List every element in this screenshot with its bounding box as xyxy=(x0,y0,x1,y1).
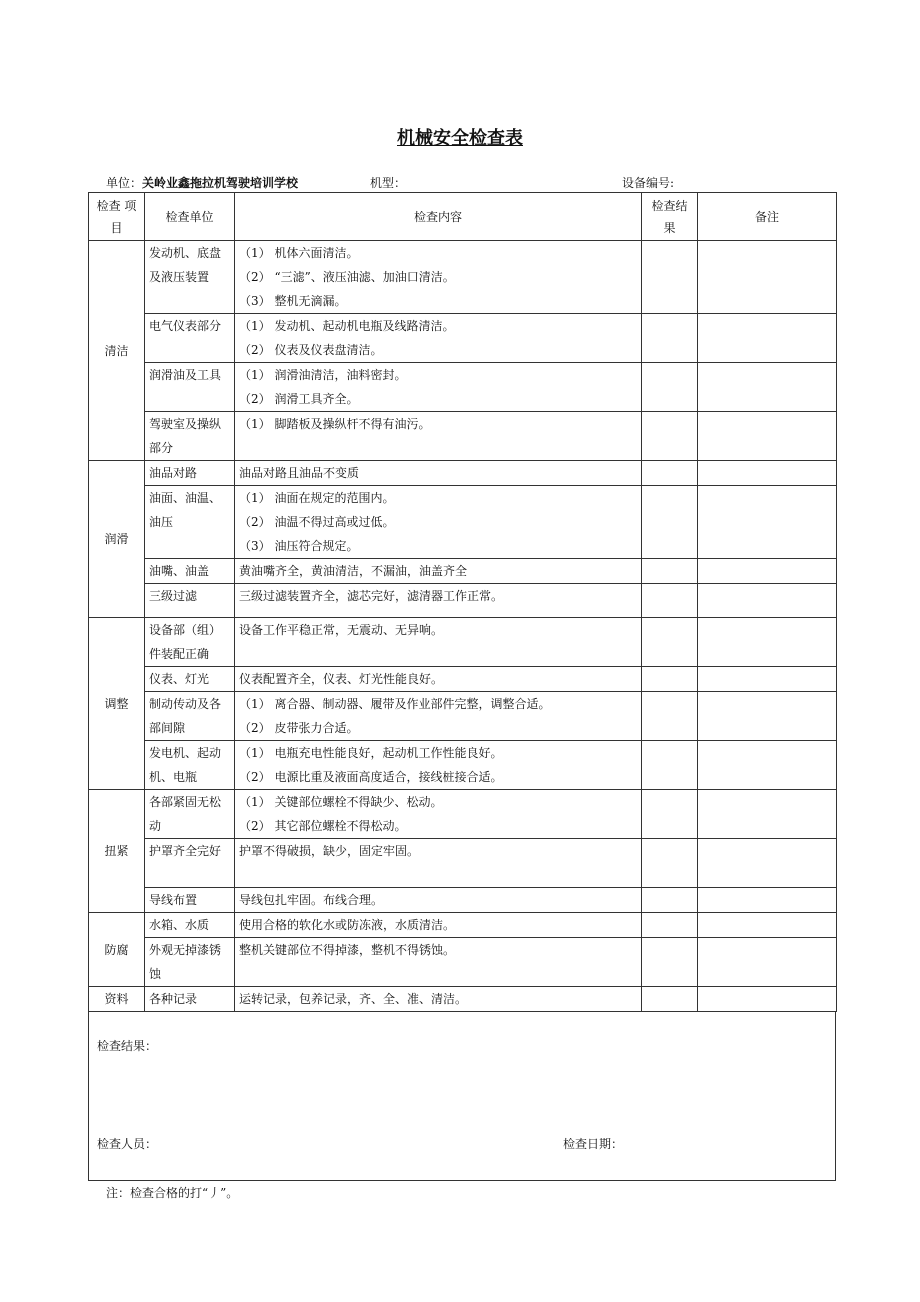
content-line: （3） 油压符合规定。 xyxy=(239,539,359,553)
content-cell xyxy=(235,486,642,559)
content-line: 使用合格的软化水或防冻液，水质清洁。 xyxy=(239,918,456,932)
form-title: 机械安全检查表 xyxy=(397,128,523,149)
category-cell: 润滑 xyxy=(89,461,145,618)
content-line: （1） 脚踏板及操纵杆不得有油污。 xyxy=(239,417,431,431)
header-unit: 检查单位 xyxy=(145,193,235,241)
content-line: （2） 油温不得过高或过低。 xyxy=(239,515,395,529)
result-cell[interactable] xyxy=(642,888,698,913)
date-label: 检查日期： xyxy=(563,1137,624,1151)
content-cell xyxy=(235,888,642,913)
unit-cell: 油嘴、油盖 xyxy=(145,559,235,584)
category-cell: 清洁 xyxy=(89,241,145,461)
content-cell xyxy=(235,913,642,938)
remark-cell[interactable] xyxy=(698,559,837,584)
table-row xyxy=(89,667,837,692)
table-row xyxy=(89,692,837,741)
unit-cell: 发电机、起动机、电瓶 xyxy=(145,741,235,790)
header-remark: 备注 xyxy=(698,193,837,241)
content-line: （1） 油面在规定的范围内。 xyxy=(239,491,395,505)
table-row xyxy=(89,584,837,618)
content-cell xyxy=(235,741,642,790)
table-row xyxy=(89,888,837,913)
remark-cell[interactable] xyxy=(698,667,837,692)
category-cell: 资料 xyxy=(89,987,145,1012)
content-line: （2） 润滑工具齐全。 xyxy=(239,392,359,406)
content-line: 三级过滤装置齐全，滤芯完好，滤清器工作正常。 xyxy=(239,589,504,603)
inspection-table xyxy=(88,192,837,1012)
unit-cell: 油品对路 xyxy=(145,461,235,486)
unit-cell: 发动机、底盘及液压装置 xyxy=(145,241,235,314)
unit-cell: 导线布置 xyxy=(145,888,235,913)
header-content: 检查内容 xyxy=(235,193,642,241)
inspector-label: 检查人员： xyxy=(97,1137,158,1151)
content-cell xyxy=(235,692,642,741)
result-cell[interactable] xyxy=(642,839,698,888)
content-line: 仪表配置齐全，仪表、灯光性能良好。 xyxy=(239,672,444,686)
content-line: （1） 机体六面清洁。 xyxy=(239,246,359,260)
category-cell: 调整 xyxy=(89,618,145,790)
unit-cell: 油面、油温、油压 xyxy=(145,486,235,559)
content-line: （2） “三滤”、液压油滤、加油口清洁。 xyxy=(239,270,455,284)
content-line: （1） 关键部位螺栓不得缺少、松动。 xyxy=(239,795,443,809)
unit-cell: 设备部（组）件装配正确 xyxy=(145,618,235,667)
table-row xyxy=(89,987,837,1012)
table-row xyxy=(89,938,837,987)
table-row xyxy=(89,412,837,461)
content-line: 导线包扎牢固。布线合理。 xyxy=(239,893,384,907)
remark-cell[interactable] xyxy=(698,241,837,314)
content-line: 整机关键部位不得掉漆，整机不得锈蚀。 xyxy=(239,943,456,957)
content-line: 运转记录，包养记录，齐、全、准、清洁。 xyxy=(239,992,468,1006)
content-cell xyxy=(235,584,642,618)
content-line: （1） 电瓶充电性能良好，起动机工作性能良好。 xyxy=(239,746,503,760)
unit-cell: 仪表、灯光 xyxy=(145,667,235,692)
table-row xyxy=(89,486,837,559)
result-cell[interactable] xyxy=(642,667,698,692)
content-cell xyxy=(235,938,642,987)
content-cell xyxy=(235,412,642,461)
remark-cell[interactable] xyxy=(698,363,837,412)
footnote: 注：检查合格的打“丿”。 xyxy=(106,1186,239,1200)
remark-cell[interactable] xyxy=(698,839,837,888)
result-cell[interactable] xyxy=(642,790,698,839)
content-cell xyxy=(235,363,642,412)
content-line: 油品对路且油品不变质 xyxy=(239,466,360,480)
content-cell xyxy=(235,839,642,888)
remark-cell[interactable] xyxy=(698,938,837,987)
model-label: 机型： xyxy=(370,176,407,190)
result-cell[interactable] xyxy=(642,584,698,618)
remark-cell[interactable] xyxy=(698,461,837,486)
result-cell[interactable] xyxy=(642,913,698,938)
unit-cell: 电气仪表部分 xyxy=(145,314,235,363)
unit-label: 单位： xyxy=(106,176,143,190)
content-line: （2） 电源比重及液面高度适合，接线桩接合适。 xyxy=(239,770,503,784)
content-line: 黄油嘴齐全，黄油清洁，不漏油，油盖齐全 xyxy=(239,564,468,578)
content-line: 设备工作平稳正常，无震动、无异响。 xyxy=(239,623,444,637)
result-cell[interactable] xyxy=(642,692,698,741)
table-row xyxy=(89,790,837,839)
unit-cell: 护罩齐全完好 xyxy=(145,839,235,888)
remark-cell[interactable] xyxy=(698,790,837,839)
unit-cell: 制动传动及各部间隙 xyxy=(145,692,235,741)
remark-cell[interactable] xyxy=(698,412,837,461)
unit-cell: 外观无掉漆锈蚀 xyxy=(145,938,235,987)
result-cell[interactable] xyxy=(642,461,698,486)
table-row xyxy=(89,461,837,486)
unit-cell: 水箱、水质 xyxy=(145,913,235,938)
content-cell xyxy=(235,559,642,584)
content-line: （2） 皮带张力合适。 xyxy=(239,721,359,735)
result-label: 检查结果： xyxy=(97,1039,158,1053)
category-cell: 防腐 xyxy=(89,913,145,987)
category-cell: 扭紧 xyxy=(89,790,145,913)
result-block xyxy=(88,1011,836,1181)
table-row xyxy=(89,618,837,667)
unit-value: 关岭业鑫拖拉机驾驶培训学校 xyxy=(142,176,299,190)
remark-cell[interactable] xyxy=(698,692,837,741)
remark-cell[interactable] xyxy=(698,741,837,790)
table-row xyxy=(89,913,837,938)
content-cell xyxy=(235,790,642,839)
result-cell[interactable] xyxy=(642,314,698,363)
unit-cell: 润滑油及工具 xyxy=(145,363,235,412)
content-cell xyxy=(235,314,642,363)
content-cell xyxy=(235,987,642,1012)
unit-cell: 驾驶室及操纵部分 xyxy=(145,412,235,461)
unit-cell: 各部紧固无松动 xyxy=(145,790,235,839)
remark-cell[interactable] xyxy=(698,584,837,618)
result-cell[interactable] xyxy=(642,741,698,790)
content-cell xyxy=(235,461,642,486)
result-cell[interactable] xyxy=(642,618,698,667)
result-cell[interactable] xyxy=(642,987,698,1012)
result-cell[interactable] xyxy=(642,363,698,412)
remark-cell[interactable] xyxy=(698,913,837,938)
remark-cell[interactable] xyxy=(698,987,837,1012)
remark-cell[interactable] xyxy=(698,314,837,363)
content-line: （3） 整机无滴漏。 xyxy=(239,294,347,308)
header-result: 检查结果 xyxy=(642,193,698,241)
header-item: 检查 项目 xyxy=(89,193,145,241)
content-line: （1） 离合器、制动器、履带及作业部件完整，调整合适。 xyxy=(239,697,551,711)
content-line: （1） 润滑油清洁，油料密封。 xyxy=(239,368,407,382)
table-row xyxy=(89,363,837,412)
remark-cell[interactable] xyxy=(698,888,837,913)
content-cell xyxy=(235,618,642,667)
device-number-label: 设备编号: xyxy=(622,176,675,190)
content-line: （1） 发动机、起动机电瓶及线路清洁。 xyxy=(239,319,455,333)
content-line: （2） 仪表及仪表盘清洁。 xyxy=(239,343,383,357)
remark-cell[interactable] xyxy=(698,618,837,667)
remark-cell[interactable] xyxy=(698,486,837,559)
content-line: 护罩不得破损，缺少，固定牢固。 xyxy=(239,844,420,858)
table-row xyxy=(89,241,837,314)
result-cell[interactable] xyxy=(642,241,698,314)
result-cell[interactable] xyxy=(642,486,698,559)
content-cell xyxy=(235,241,642,314)
result-cell[interactable] xyxy=(642,559,698,584)
result-cell[interactable] xyxy=(642,938,698,987)
result-cell[interactable] xyxy=(642,412,698,461)
table-row xyxy=(89,314,837,363)
content-line: （2） 其它部位螺栓不得松动。 xyxy=(239,819,407,833)
content-cell xyxy=(235,667,642,692)
unit-field xyxy=(106,174,298,191)
table-row xyxy=(89,741,837,790)
unit-cell: 各种记录 xyxy=(145,987,235,1012)
table-row xyxy=(89,559,837,584)
table-row xyxy=(89,839,837,888)
unit-cell: 三级过滤 xyxy=(145,584,235,618)
